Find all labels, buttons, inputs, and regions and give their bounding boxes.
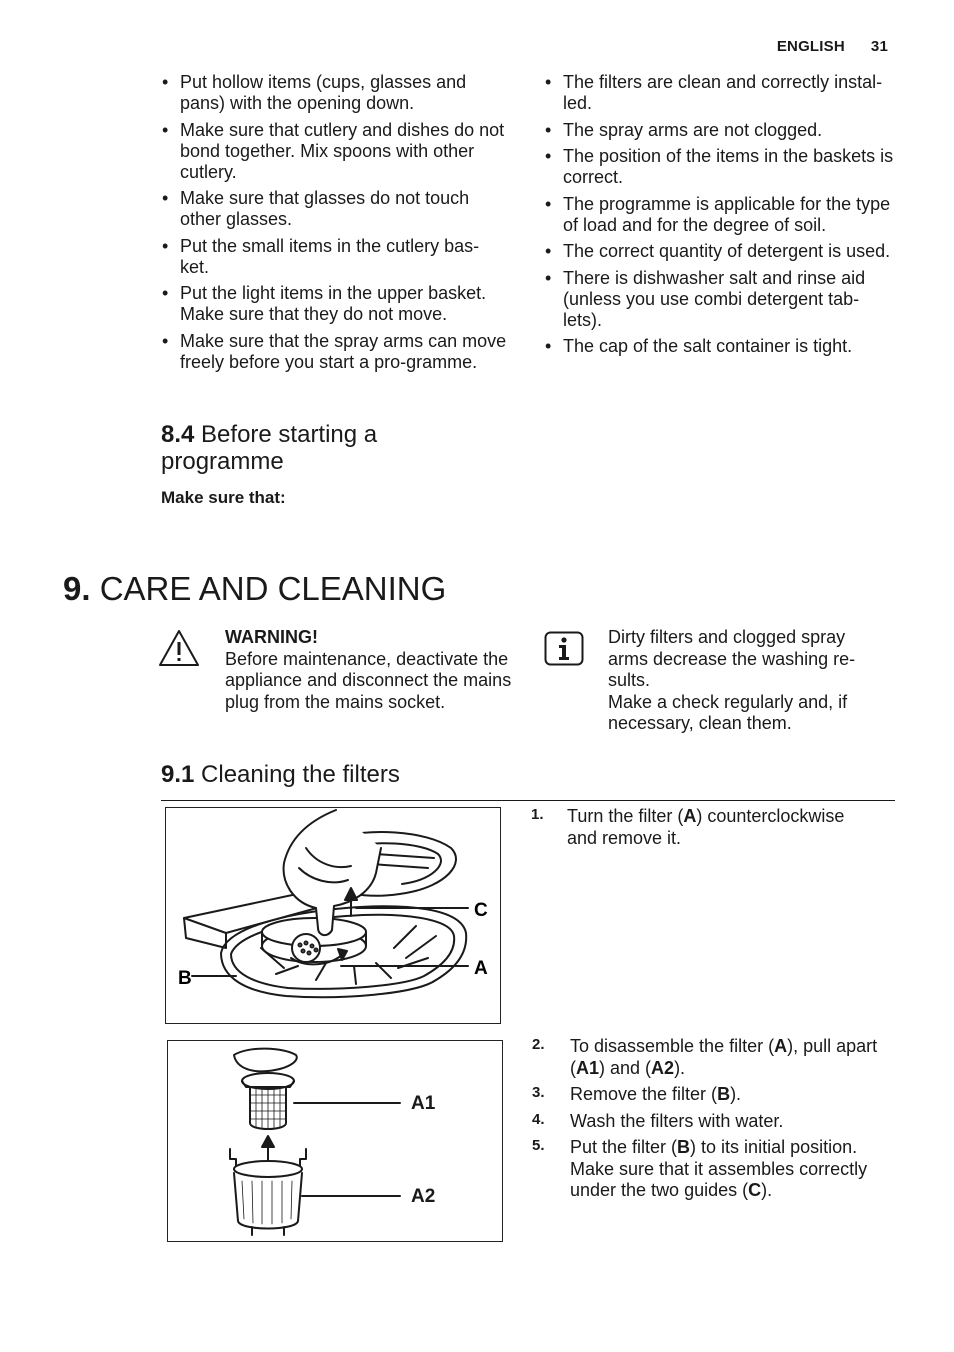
list-item: • The correct quantity of detergent is used.	[545, 241, 895, 262]
label-b: B	[178, 968, 192, 989]
step-ref: A	[774, 1036, 788, 1056]
steps-list-1	[531, 806, 871, 854]
right-bullet-list	[545, 72, 895, 363]
list-item: • Make sure that the spray arms can move freely before you start a pro-gramme.	[162, 331, 507, 373]
section-number: 8.4	[161, 421, 195, 448]
page-header	[777, 38, 888, 55]
chapter-number: 9.	[63, 570, 91, 607]
step-number: 3.	[532, 1084, 545, 1101]
step-ref: B	[677, 1137, 691, 1157]
list-item: • The spray arms are not clogged.	[545, 120, 895, 141]
step-item	[532, 1137, 887, 1202]
section-title: Cleaning the filters	[201, 761, 400, 788]
make-sure-lead: Make sure that:	[161, 488, 286, 507]
step-text: ).	[730, 1084, 742, 1104]
steps-list-2	[532, 1036, 887, 1207]
step-text: Turn the filter (	[567, 806, 684, 826]
chapter-title: CARE AND CLEANING	[99, 570, 447, 607]
info-text-1: Dirty filters and clogged spray arms decrease the washing re-sults.	[608, 627, 856, 690]
step-ref: C	[748, 1180, 762, 1200]
step-ref: A	[683, 806, 697, 826]
page-number: 31	[870, 38, 888, 55]
section-number: 9.1	[161, 761, 195, 788]
info-text-2: Make a check regularly and, if necessary, clean them.	[608, 691, 848, 733]
step-text: Remove the filter (	[570, 1084, 718, 1104]
step-item	[531, 806, 871, 849]
step-item	[532, 1036, 887, 1079]
filter-disassembly-illustration	[168, 1041, 502, 1241]
step-number: 1.	[531, 806, 544, 823]
language-label: ENGLISH	[776, 38, 845, 55]
warning-block	[225, 627, 520, 713]
warning-text: Before maintenance, deactivate the appliance and disconnect the mains plug from the mains socket.	[225, 648, 512, 712]
section-title: Before starting a programme	[161, 421, 378, 475]
list-item: • The position of the items in the baskets is correct.	[545, 146, 895, 188]
chapter-9-heading	[63, 570, 446, 608]
label-c: C	[474, 900, 488, 921]
step-ref: B	[717, 1084, 731, 1104]
step-text: ) counterclockwise and remove it.	[567, 806, 845, 848]
step-text: ), pull apart (	[570, 1036, 878, 1078]
list-item: • The filters are clean and correctly instal-led.	[545, 72, 895, 114]
step-number: 2.	[532, 1036, 545, 1053]
step-text: ) and (	[599, 1057, 652, 1078]
list-item: • The cap of the salt container is tight.	[545, 336, 895, 357]
step-text: To disassemble the filter (	[570, 1036, 775, 1056]
list-item: • Make sure that cutlery and dishes do not bond together. Mix spoons with other cutlery.	[162, 120, 507, 183]
figure-filter-removal	[165, 807, 501, 1024]
list-item: • The programme is applicable for the type of load and for the degree of soil.	[545, 194, 895, 236]
warning-icon	[157, 628, 201, 668]
filter-removal-illustration	[166, 808, 500, 1023]
step-number: 5.	[532, 1137, 545, 1154]
list-item: • Put hollow items (cups, glasses and pans) with the opening down.	[162, 72, 507, 114]
label-a2: A2	[411, 1186, 436, 1207]
section-9-1-heading	[161, 761, 400, 788]
step-number: 4.	[532, 1110, 545, 1128]
step-text: ) to its initial position. Make sure that it assembles correctly under the two guides (	[570, 1137, 868, 1200]
list-item: • Put the light items in the upper basket. Make sure that they do not move.	[162, 283, 507, 325]
step-text: ).	[761, 1180, 773, 1200]
label-a1: A1	[411, 1093, 436, 1114]
step-item	[532, 1084, 887, 1106]
section-8-4-heading	[161, 421, 461, 475]
step-ref: A2	[651, 1057, 675, 1078]
figure-filter-disassembly	[167, 1040, 503, 1242]
list-item: • There is dishwasher salt and rinse aid (unless you use combi detergent tab-lets).	[545, 268, 895, 331]
step-text: ).	[674, 1057, 686, 1078]
step-ref: A1	[576, 1057, 600, 1078]
info-icon	[544, 631, 584, 667]
list-item: • Make sure that glasses do not touch other glasses.	[162, 188, 507, 230]
left-bullet-list	[162, 72, 507, 378]
section-divider	[161, 800, 895, 801]
warning-title: WARNING!	[225, 627, 318, 647]
label-a: A	[474, 958, 488, 979]
info-block	[608, 627, 883, 735]
step-item	[532, 1111, 887, 1133]
step-text: Wash the filters with water.	[570, 1110, 784, 1131]
step-text: Put the filter (	[570, 1137, 678, 1157]
list-item: • Put the small items in the cutlery bas-ket.	[162, 236, 507, 278]
